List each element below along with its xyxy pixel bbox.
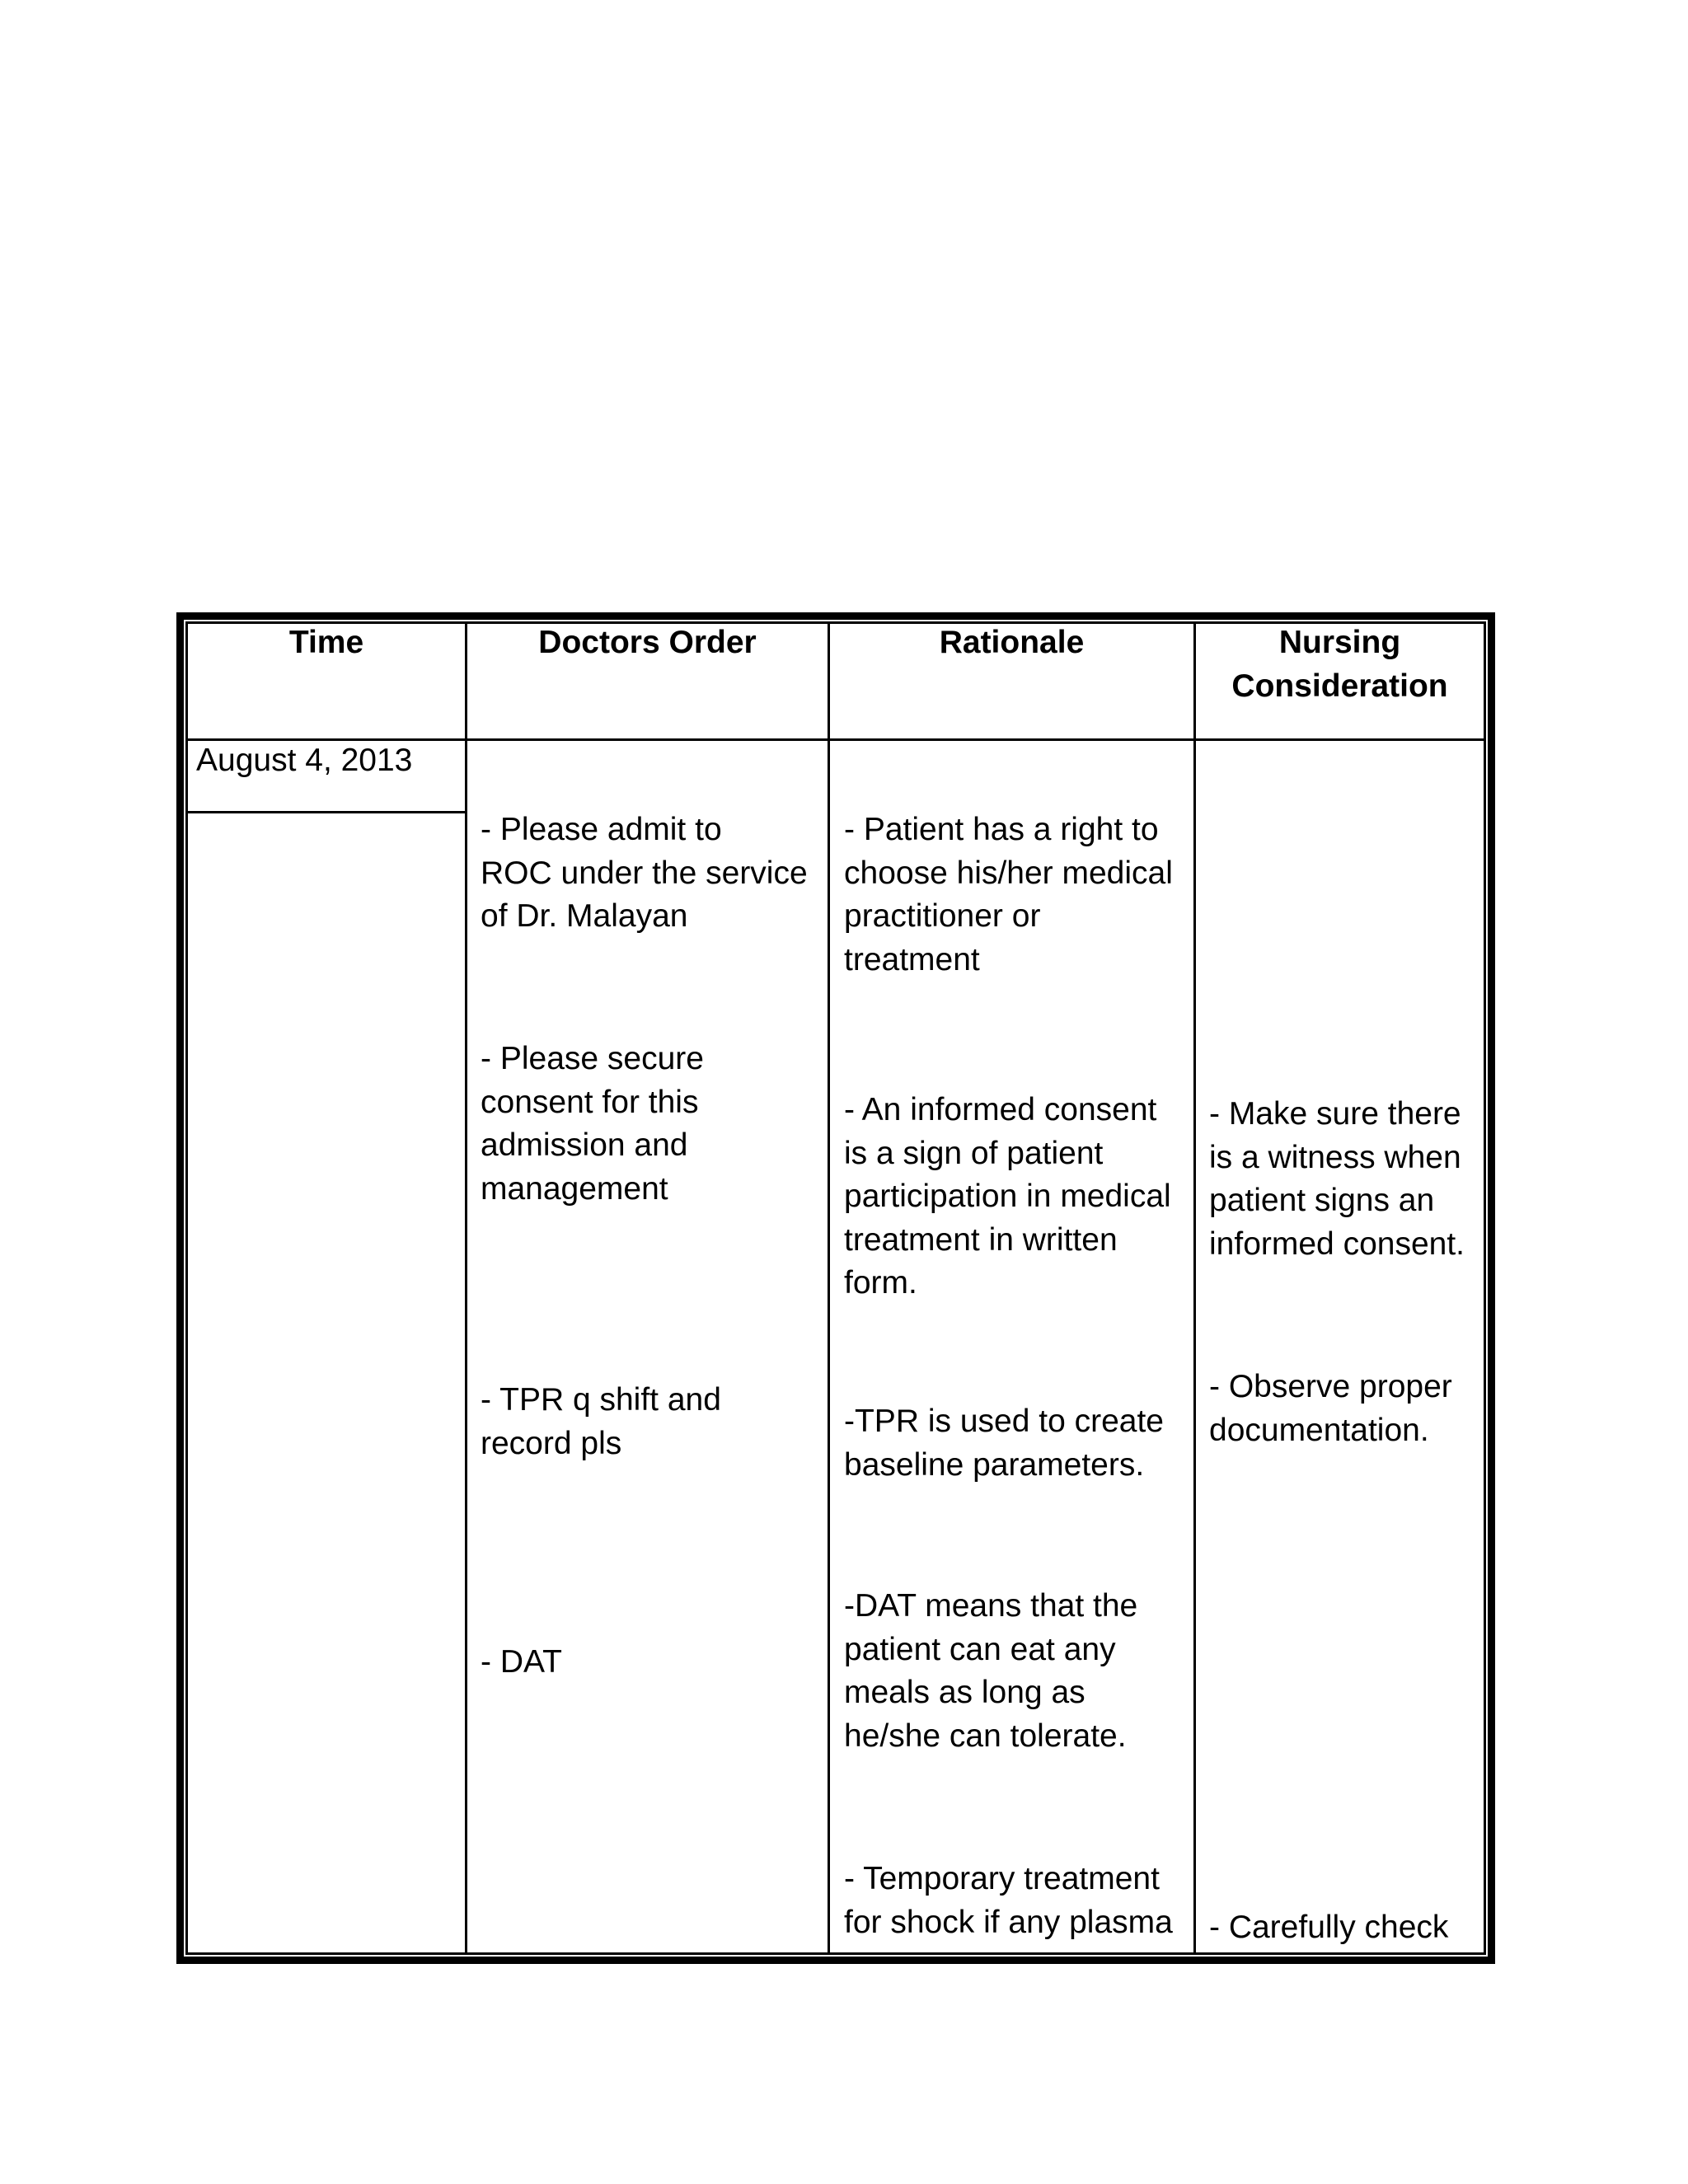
rationale-line: treatment bbox=[844, 941, 980, 977]
order-line: management bbox=[481, 1170, 668, 1207]
order-admit bbox=[481, 808, 808, 939]
rationale-line: he/she can tolerate. bbox=[844, 1718, 1127, 1754]
order-line: - TPR q shift and bbox=[481, 1382, 721, 1418]
rationale-line: participation in medical bbox=[844, 1179, 1171, 1214]
nursing-line: - Observe proper bbox=[1209, 1369, 1452, 1404]
rationale-line: - Patient has a right to bbox=[844, 812, 1159, 847]
nursing-documentation bbox=[1209, 1366, 1452, 1452]
nursing-line: documentation. bbox=[1209, 1412, 1429, 1448]
order-tpr bbox=[481, 1379, 721, 1465]
nursing-check bbox=[1209, 1906, 1448, 1950]
header-time: Time bbox=[288, 625, 364, 660]
date-cell: August 4, 2013 bbox=[196, 743, 413, 778]
nursing-line: is a witness when bbox=[1209, 1139, 1461, 1175]
header-rationale: Rationale bbox=[939, 625, 1085, 660]
rationale-line: -TPR is used to create bbox=[844, 1404, 1164, 1439]
rationale-dat bbox=[844, 1585, 1137, 1758]
header-nursing-line1: Nursing bbox=[1278, 625, 1401, 660]
nursing-line: - Carefully check bbox=[1209, 1910, 1449, 1945]
column-divider-order bbox=[828, 624, 830, 1952]
order-line: consent for this bbox=[481, 1084, 699, 1120]
column-divider-time bbox=[465, 624, 467, 1952]
order-line: admission and bbox=[481, 1127, 688, 1163]
column-divider-rationale bbox=[1193, 624, 1196, 1952]
rationale-line: choose his/her medical bbox=[844, 855, 1173, 891]
header-nursing-consideration bbox=[1196, 621, 1484, 708]
rationale-line: is a sign of patient bbox=[844, 1135, 1104, 1171]
order-dat bbox=[481, 1641, 562, 1685]
date-row-divider bbox=[188, 811, 465, 813]
order-line: - Please admit to bbox=[481, 812, 722, 847]
rationale-line: meals as long as bbox=[844, 1675, 1085, 1710]
nursing-line: - Make sure there bbox=[1209, 1096, 1461, 1132]
header-nursing-line2: Consideration bbox=[1231, 668, 1448, 704]
order-line: - DAT bbox=[481, 1644, 562, 1680]
rationale-shock bbox=[844, 1858, 1173, 1944]
header-doctors-order: Doctors Order bbox=[538, 625, 757, 660]
order-line: ROC under the service bbox=[481, 855, 808, 891]
order-consent bbox=[481, 1038, 704, 1211]
rationale-line: practitioner or bbox=[844, 898, 1041, 934]
order-line: - Please secure bbox=[481, 1041, 704, 1076]
table-inner-border bbox=[185, 621, 1486, 1955]
rationale-admit bbox=[844, 808, 1173, 982]
order-line: of Dr. Malayan bbox=[481, 898, 688, 934]
order-line: record pls bbox=[481, 1425, 622, 1461]
rationale-line: treatment in written bbox=[844, 1221, 1118, 1258]
rationale-line: form. bbox=[844, 1265, 917, 1301]
nursing-line: informed consent. bbox=[1209, 1226, 1465, 1262]
rationale-line: patient can eat any bbox=[844, 1631, 1116, 1667]
rationale-line: baseline parameters. bbox=[844, 1446, 1145, 1483]
rationale-line: - Temporary treatment bbox=[844, 1861, 1160, 1896]
rationale-consent bbox=[844, 1089, 1171, 1305]
rationale-line: - An informed consent bbox=[844, 1092, 1157, 1127]
rationale-line: for shock if any plasma bbox=[844, 1904, 1173, 1940]
nursing-line: patient signs an bbox=[1209, 1183, 1435, 1218]
rationale-line: -DAT means that the bbox=[844, 1588, 1138, 1624]
nursing-consent bbox=[1209, 1093, 1465, 1266]
rationale-tpr bbox=[844, 1400, 1164, 1487]
